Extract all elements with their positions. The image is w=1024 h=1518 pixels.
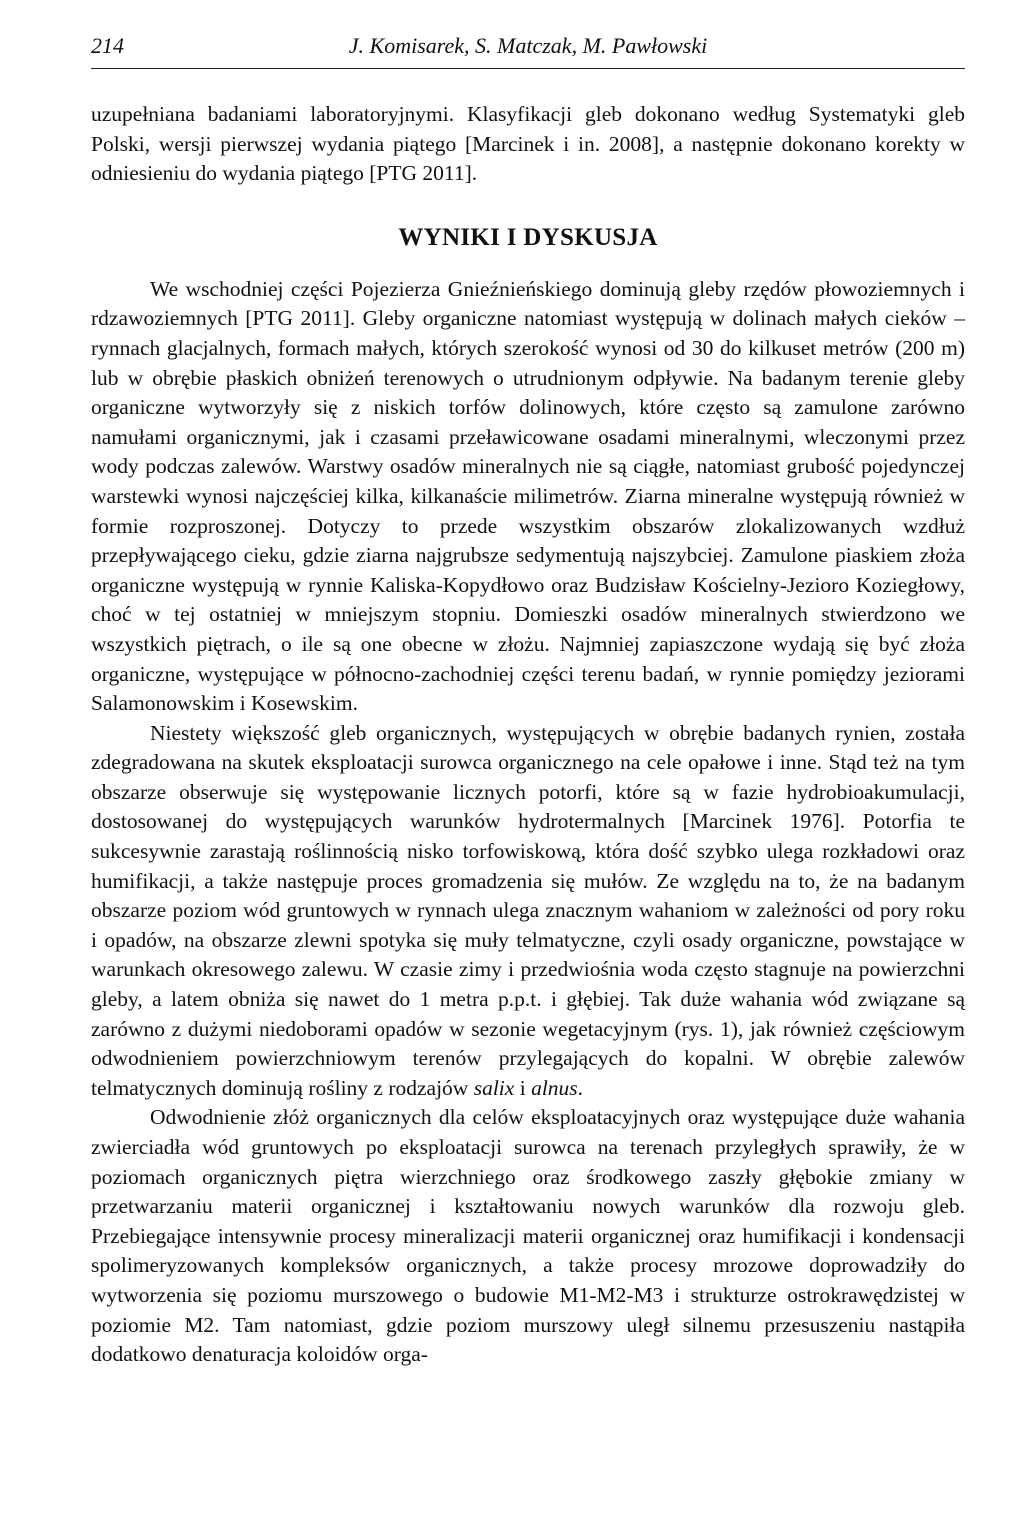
paragraph-2-text: Niestety większość gleb organicznych, występujących w obrębie badanych rynien, została zdegradowana na skutek eksploatacji surowca organicznego na cele opałowe i inne. Stąd też na tym obszarze obserwuje się występowanie licznych potorfi, które są w fazie hydrobioakumulacji, dostosowanej do występujących warunków hydrotermalnych [Marcinek 1976]. Potorfia te sukcesywnie zarastają roślinnością nisko torfowiskową, która dość szybko ulega rozkładowi oraz humifikacji, a także następuje proces gromadzenia się mułów. Ze względu na to, że na badanym obszarze poziom wód gruntowych w rynnach ulega znacznym wahaniom w zależności od pory roku i opadów, na obszarze zlewni spotyka się muły telmatyczne, czyli osady organiczne, powstające w warunkach okresowego zalewu. W czasie zimy i przedwiośnia woda często stagnuje na powierzchni gleby, a latem obniża się nawet do 1 metra p.p.t. i głębiej. Tak duże wahania wód związane są zarówno z dużymi niedoborami opadów w sezonie wegetacyjnym (rys. 1), jak również częściowym odwodnieniem powierzchniowym terenów przylegających do kopalni. W obrębie zalewów telmatycznych dominują rośliny z rodzajów [91,720,965,1100]
section-heading: WYNIKI I DYSKUSJA [398,223,658,251]
article-body [91,100,965,1370]
page-number: 214 [91,33,124,58]
paragraph-2-conjunction: i [514,1075,532,1100]
paragraph-2-end: . [577,1075,584,1100]
paragraph-1: We wschodniej części Pojezierza Gnieźnieńskiego dominują gleby rzędów płowoziemnych i rdzawoziemnych [PTG 2011]. Gleby organiczne natomiast występują w dolinach małych cieków – rynnach glacjalnych, formach małych, których szerokość wynosi od 30 do kilkuset metrów (200 m) lub w obrębie płaskich obniżeń terenowych o utrudnionym odpływie. Na badanym terenie gleby organiczne wytworzyły się z niskich torfów dolinowych, które często są zamulone zarówno namułami organicznymi, jak i czasami przeławicowane osadami mineralnymi, wleczonymi przez wody podczas zalewów. Warstwy osadów mineralnych nie są ciągłe, natomiast grubość pojedynczej warstewki wynosi najczęściej kilka, kilkanaście milimetrów. Ziarna mineralne występują również w formie rozproszonej. Dotyczy to przede wszystkim obszarów zlokalizowanych wzdłuż przepływającego cieku, gdzie ziarna najgrubsze sedymentują najszybciej. Zamulone piaskiem złoża organiczne występują w rynnie Kaliska-Kopydłowo oraz Budzisław Kościelny-Jezioro Koziegłowy, choć w tej ostatniej w mniejszym stopniu. Domieszki osadów mineralnych stwierdzono we wszystkich piętrach, o ile są one obecne w złożu. Najmniej zapiaszczone wydają się być złoża organiczne, występujące w północno-zachodniej części terenu badań, w rynnie pomiędzy jeziorami Salamonowskim i Kosewskim. [91,276,965,716]
intro-paragraph: uzupełniana badaniami laboratoryjnymi. Klasyfikacji gleb dokonano według Systematyki gleb Polski, wersji pierwszej wydania piątego [Marcinek i in. 2008], a następnie dokonano korekty w odniesieniu do wydania piątego [PTG 2011]. [91,102,965,186]
running-header-authors: J. Komisarek, S. Matczak, M. Pawłowski [348,33,708,58]
running-header [91,0,965,69]
page [91,0,965,1370]
taxon-salix: salix [473,1075,515,1100]
paragraph-2 [91,719,965,1104]
paragraph-3: Odwodnienie złóż organicznych dla celów eksploatacyjnych oraz występujące duże wahania zwierciadła wód gruntowych po eksploatacji surowca na terenach przyległych sprawiły, że w poziomach organicznych piętra wierzchniego oraz środkowego zaszły głębokie zmiany w przetwarzaniu materii organicznej i kształtowaniu nowych warunków dla rozwoju gleb. Przebiegające intensywnie procesy mineralizacji materii organicznej oraz humifikacji i kondensacji spolimeryzowanych kompleksów organicznych, a także procesy mrozowe doprowadziły do wytworzenia się poziomu murszowego o budowie M1-M2-M3 i strukturze ostrokrawędzistej w poziomie M2. Tam natomiast, gdzie poziom murszowy uległ silnemu przesuszeniu nastąpiła dodatkowo denaturacja koloidów orga- [91,1105,965,1367]
taxon-alnus: alnus [531,1075,578,1100]
